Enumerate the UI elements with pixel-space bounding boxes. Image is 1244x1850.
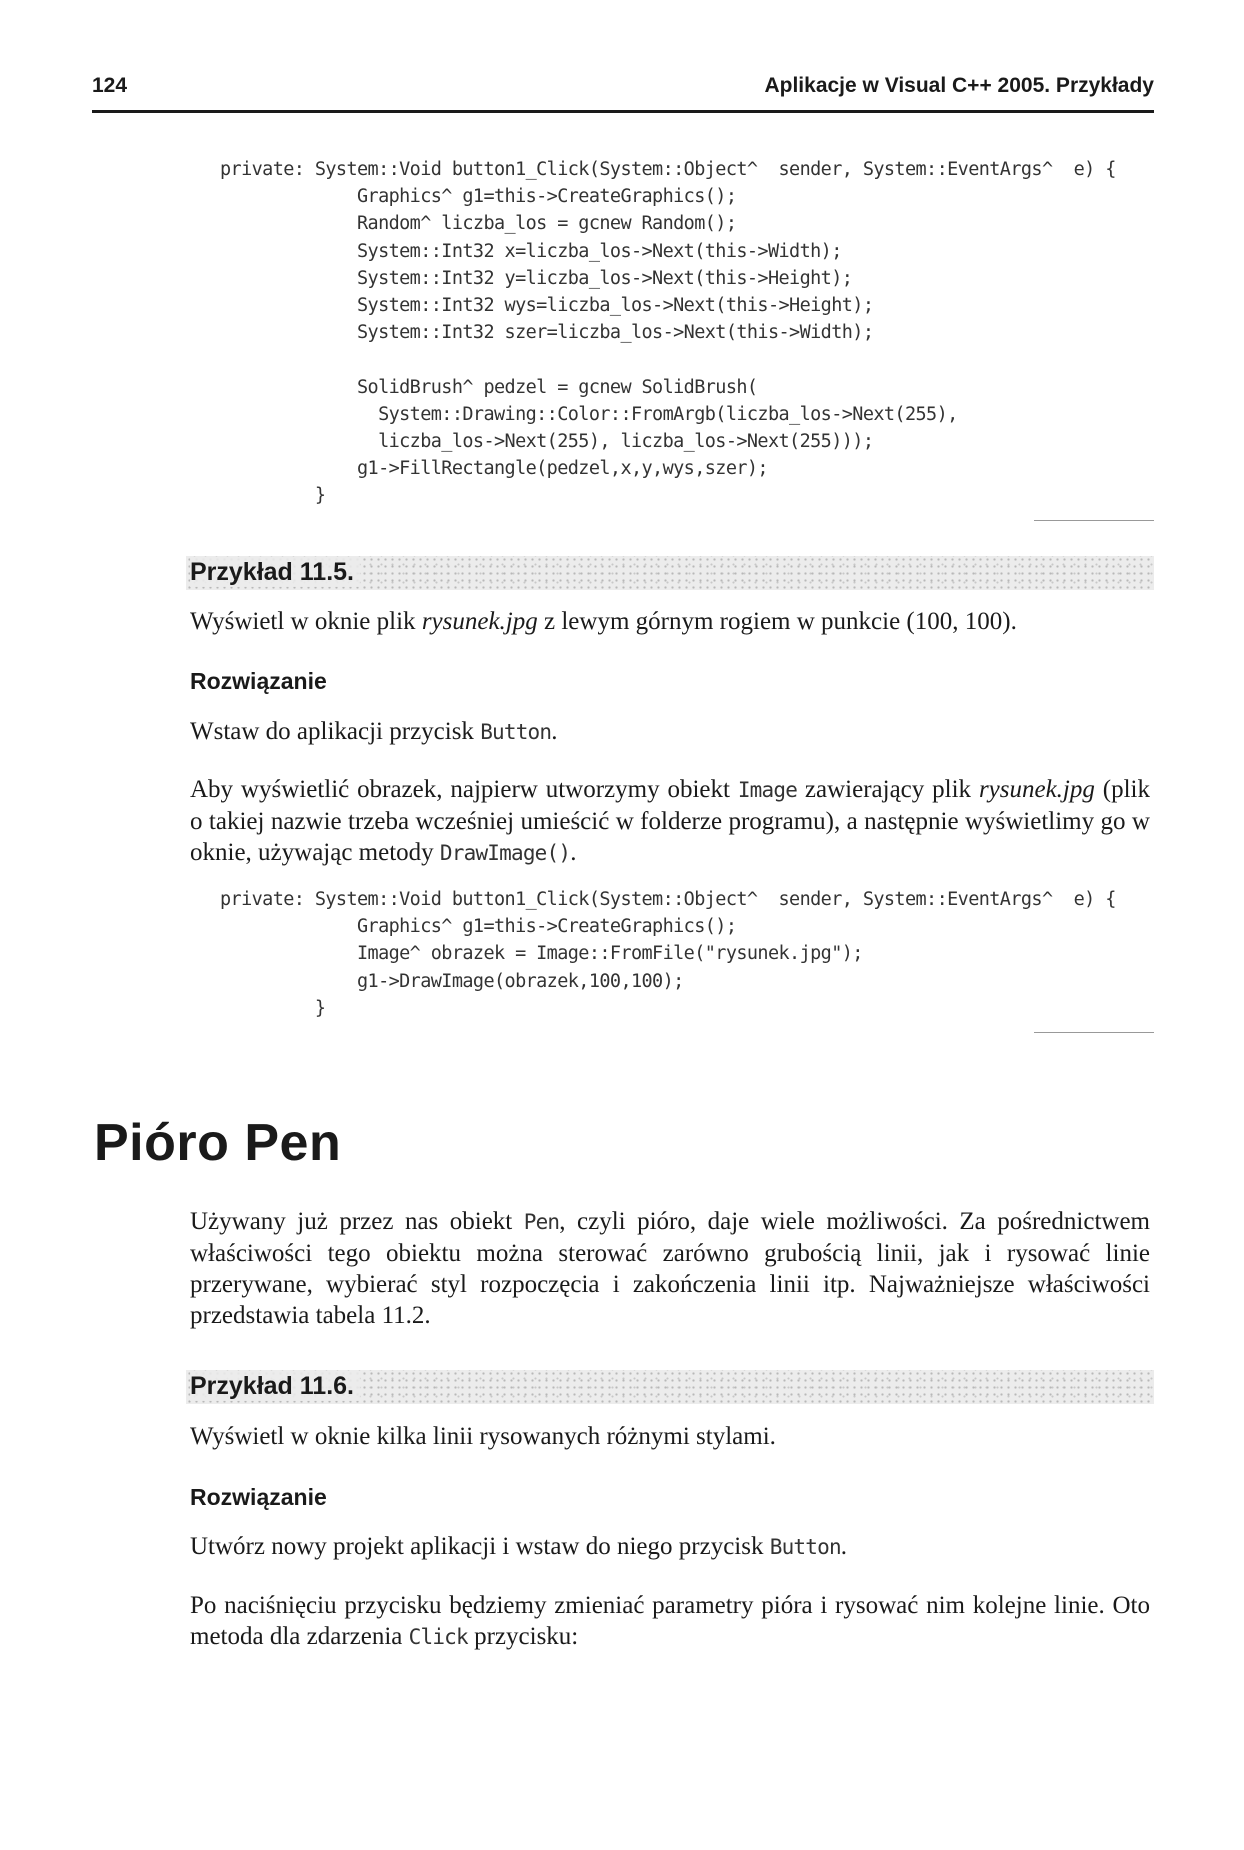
example-11-6-task: Wyświetl w oknie kilka linii rysowanych różnymi stylami. xyxy=(190,1423,776,1450)
code-listing-fillrectangle: private: System::Void button1_Click(System::Object^ sender, System::EventArgs^ e) { Graphics^ g1=this->CreateGraphics(); Random^ liczba_los = gcnew Random(); System::Int32 x=liczba_los->Next(this->Width); System::Int32 y=liczba_los->Next(this->Height); System::Int32 wys=liczba_los->Next(this->Height); System::Int32 szer=liczba_los->Next(this->Width); SolidBrush^ pedzel = gcnew SolidBrush( System::Drawing::Color::FromArgb(liczba_los->Next(255), liczba_los->Next(255), liczba_los->Next(255))); g1->FillRectangle(pedzel,x,y,wys,szer); } xyxy=(220,159,1116,507)
example-11-5-bar xyxy=(186,556,1154,590)
example-11-5-task: Wyświetl w oknie plik rysunek.jpg z lewym górnym rogiem w punkcie (100, 100). xyxy=(190,608,1017,635)
section-intro-para: Używany już przez nas obiekt Pen, czyli pióro, daje wiele możliwości. Za pośrednictwem właściwości tego obiektu można sterować zarówno grubością linii, jak i rysować linie przerywane, wybierać styl rozpoczęcia i zakończenia linii itp. Najważniejsze właściwości przedstawia tabela 11.2. xyxy=(190,1208,1150,1329)
inline-code: DrawImage() xyxy=(439,841,571,865)
example-11-5-para2: Aby wyświetlić obrazek, najpierw utworzymy obiekt Image zawierający plik rysunek.jpg (plik o takiej nazwie trzeba wcześniej umieścić w folderze programu), a następnie wyświetlimy go w oknie, używając metody DrawImage(). xyxy=(190,776,1150,866)
example-11-6-para1: Utwórz nowy projekt aplikacji i wstaw do niego przycisk Button. xyxy=(190,1533,848,1560)
page-header xyxy=(92,74,1154,113)
page-number: 124 xyxy=(92,74,128,97)
example-11-6-para2: Po naciśnięciu przycisku będziemy zmieniać parametry pióra i rysować nim kolejne linie. Oto metoda dla zdarzenia Click przycisku: xyxy=(190,1592,1150,1650)
filename: rysunek.jpg xyxy=(421,608,538,635)
section-title: Pióro Pen xyxy=(94,1114,342,1172)
example-11-6-label: Przykład 11.6. xyxy=(190,1372,360,1401)
example-11-5-label: Przykład 11.5. xyxy=(190,558,360,587)
inline-code: Button xyxy=(769,1535,841,1559)
inline-code: Button xyxy=(480,720,552,744)
inline-code: Image xyxy=(737,778,798,802)
solution-heading: Rozwiązanie xyxy=(190,668,327,694)
example-11-5-para1: Wstaw do aplikacji przycisk Button. xyxy=(190,718,558,745)
code-end-rule xyxy=(1034,1032,1154,1033)
running-title: Aplikacje w Visual C++ 2005. Przykłady xyxy=(764,74,1154,97)
solution-heading: Rozwiązanie xyxy=(190,1484,327,1510)
example-11-6-bar xyxy=(186,1370,1154,1404)
inline-code: Pen xyxy=(523,1210,560,1234)
code-end-rule xyxy=(1034,520,1154,521)
code-listing-drawimage: private: System::Void button1_Click(System::Object^ sender, System::EventArgs^ e) { Graphics^ g1=this->CreateGraphics(); Image^ obrazek = Image::FromFile("rysunek.jpg"); g1->DrawImage(obrazek,100,100); } xyxy=(220,889,1116,1019)
inline-code: Click xyxy=(408,1625,468,1649)
filename: rysunek.jpg xyxy=(978,776,1095,803)
